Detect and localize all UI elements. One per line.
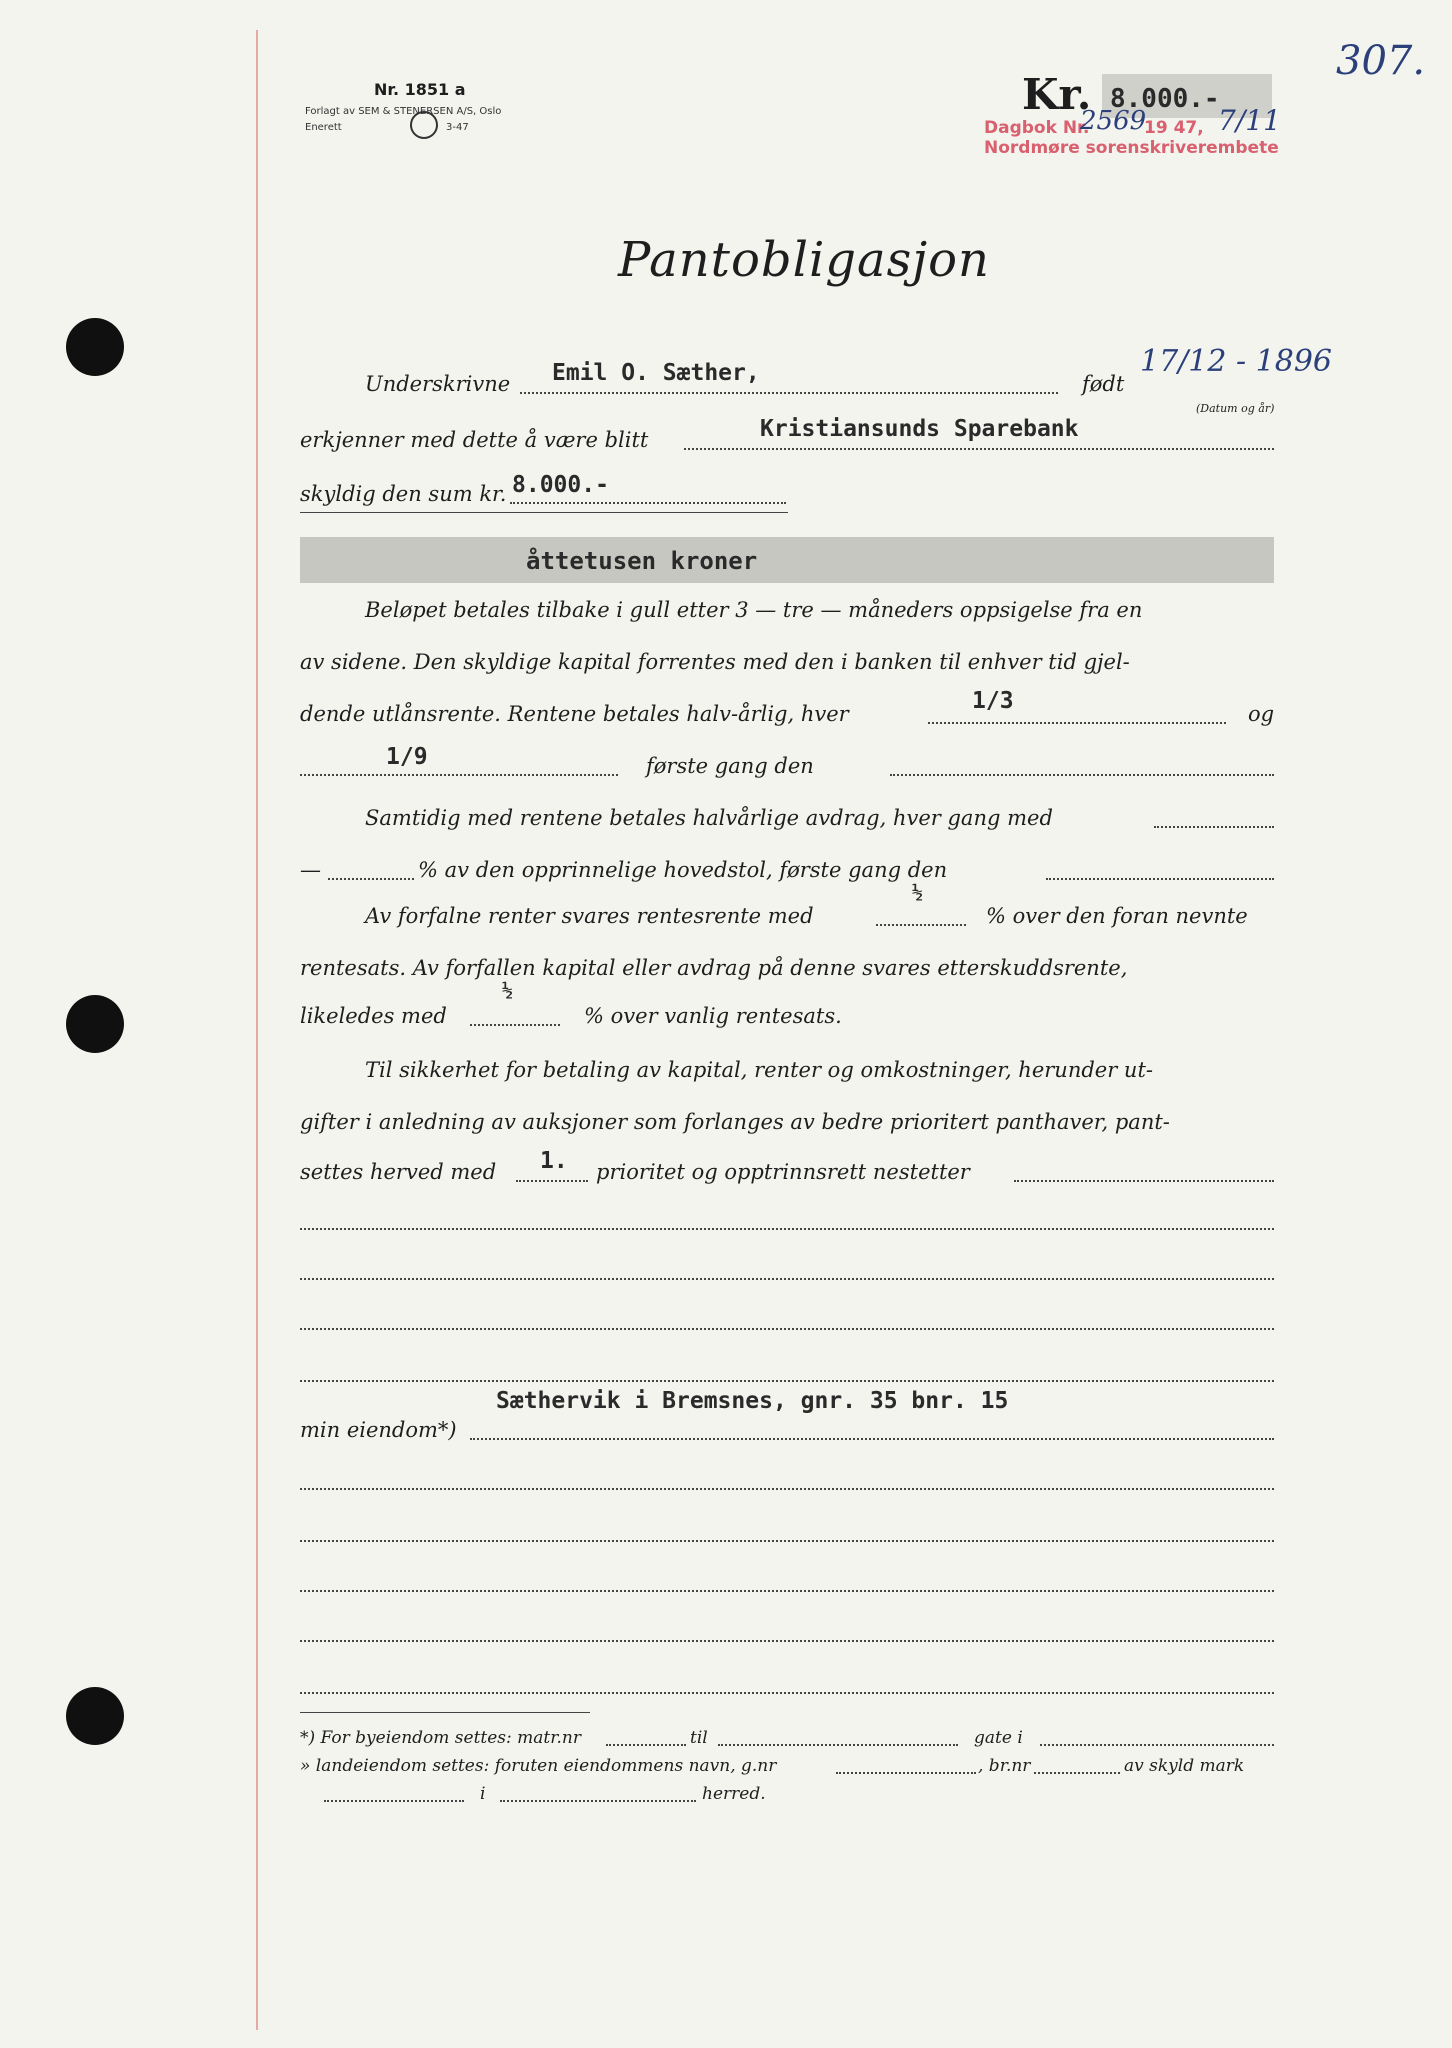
publisher-date: 3-47 — [446, 122, 469, 133]
first-time-label: første gang den — [646, 754, 814, 778]
dotted-line — [684, 448, 1274, 450]
dotted-line — [470, 1024, 560, 1026]
interest-date-1: 1/3 — [972, 688, 1014, 714]
footnote-text: i — [480, 1784, 486, 1804]
dotted-line — [500, 1800, 696, 1802]
dotted-line — [300, 1488, 1274, 1490]
owing-label: skyldig den sum kr. — [300, 482, 507, 506]
dotted-line — [510, 502, 786, 504]
born-label: født — [1082, 372, 1125, 396]
paragraph-line: % over den foran nevnte — [986, 904, 1248, 928]
dotted-line — [1014, 1180, 1274, 1182]
dotted-line — [300, 1380, 1274, 1382]
form-number: Nr. 1851 a — [374, 80, 466, 99]
dotted-line — [470, 1438, 1274, 1440]
dotted-line — [328, 878, 414, 880]
dotted-line — [300, 1278, 1274, 1280]
dotted-line — [1034, 1772, 1120, 1774]
amount-value: 8.000.- — [1110, 84, 1220, 114]
owing-value: 8.000.- — [512, 472, 609, 498]
stamp-date: 7/11 — [1218, 104, 1281, 137]
born-hint: (Datum og år) — [1196, 402, 1275, 415]
and-label: og — [1248, 702, 1275, 726]
footnote-text: gate i — [974, 1728, 1023, 1748]
amount-words-band — [300, 537, 1274, 583]
stamp-label: Dagbok Nr. — [984, 118, 1090, 138]
property-value: Sæthervik i Bremsnes, gnr. 35 bnr. 15 — [496, 1388, 1009, 1414]
publisher-logo-icon — [410, 111, 438, 139]
dotted-line — [300, 1640, 1274, 1642]
footnote-text: til — [690, 1728, 708, 1748]
underline — [300, 512, 788, 513]
footnote-text: , br.nr — [978, 1756, 1031, 1776]
interest-date-2: 1/9 — [386, 744, 428, 770]
paragraph-line: gifter i anledning av auksjoner som forlanges av bedre prioritert panthaver, pant- — [300, 1110, 1170, 1134]
amount-in-words: åttetusen kroner — [526, 547, 758, 575]
dotted-line — [876, 924, 966, 926]
footnote-text: av skyld mark — [1124, 1756, 1245, 1776]
punch-hole — [66, 318, 124, 376]
dotted-line — [300, 1692, 1274, 1694]
paragraph-line: % over vanlig rentesats. — [584, 1004, 842, 1028]
paragraph-line: % av den opprinnelige hovedstol, første gang den — [418, 858, 948, 882]
compound-rate: ½ — [912, 882, 923, 903]
dotted-line — [928, 722, 1226, 724]
page-number: 307. — [1336, 38, 1426, 84]
undersigned-label: Underskrivne — [365, 372, 511, 396]
paragraph-line: Samtidig med rentene betales halvårlige avdrag, hver gang med — [365, 806, 1053, 830]
dotted-line — [890, 774, 1274, 776]
dotted-line — [836, 1772, 976, 1774]
dotted-line — [324, 1800, 464, 1802]
dotted-line — [1046, 878, 1274, 880]
paragraph-line: dende utlånsrente. Rentene betales halv-årlig, hver — [300, 702, 849, 726]
paragraph-line: av sidene. Den skyldige kapital forrentes med den i banken til enhver tid gjel- — [300, 650, 1130, 674]
punch-hole — [66, 1687, 124, 1745]
footnote-line: *) For byeiendom settes: matr.nr — [300, 1728, 581, 1748]
priority-value: 1. — [540, 1148, 568, 1174]
paragraph-line: Av forfalne renter svares rentesrente med — [365, 904, 814, 928]
paragraph-line: Til sikkerhet for betaling av kapital, renter og omkostninger, herunder ut- — [365, 1058, 1153, 1082]
dotted-line — [606, 1744, 686, 1746]
dotted-line — [300, 774, 618, 776]
paragraph-line: prioritet og opptrinnsrett nestetter — [596, 1160, 970, 1184]
paragraph-line: likeledes med — [300, 1004, 447, 1028]
dotted-line — [300, 1328, 1274, 1330]
dotted-line — [300, 1228, 1274, 1230]
dash: — — [300, 858, 321, 882]
dotted-line — [1040, 1744, 1274, 1746]
footnote-text: herred. — [702, 1784, 766, 1804]
stamp-office: Nordmøre sorenskriverembete — [984, 138, 1279, 158]
publisher-rights: Enerett — [305, 122, 342, 133]
dotted-line — [300, 1540, 1274, 1542]
document-title: Pantobligasjon — [618, 232, 990, 288]
stamp-number: 2569 — [1080, 106, 1147, 136]
amount-label: Kr. — [1022, 70, 1092, 119]
margin-line — [256, 30, 258, 2030]
paragraph-line: settes herved med — [300, 1160, 497, 1184]
stamp-year: 19 47, — [1144, 118, 1204, 138]
creditor-value: Kristiansunds Sparebank — [760, 416, 1079, 442]
property-label: min eiendom*) — [300, 1418, 457, 1442]
late-rate: ½ — [502, 980, 513, 1001]
footnote-rule — [300, 1712, 590, 1713]
acknowledge-label: erkjenner med dette å være blitt — [300, 428, 649, 452]
footnote-line: » landeiendom settes: foruten eiendommens navn, g.nr — [300, 1756, 777, 1776]
born-value: 17/12 - 1896 — [1140, 344, 1333, 379]
paragraph-line: rentesats. Av forfallen kapital eller avdrag på denne svares etterskuddsrente, — [300, 956, 1128, 980]
dotted-line — [516, 1180, 588, 1182]
punch-hole — [66, 995, 124, 1053]
undersigned-value: Emil O. Sæther, — [552, 360, 760, 386]
dotted-line — [1154, 826, 1274, 828]
paragraph-line: Beløpet betales tilbake i gull etter 3 — tre — måneders oppsigelse fra en — [365, 598, 1143, 622]
dotted-line — [718, 1744, 958, 1746]
dotted-line — [520, 392, 1058, 394]
publisher-line: Forlagt av SEM & STENERSEN A/S, Oslo — [305, 106, 502, 117]
dotted-line — [300, 1590, 1274, 1592]
